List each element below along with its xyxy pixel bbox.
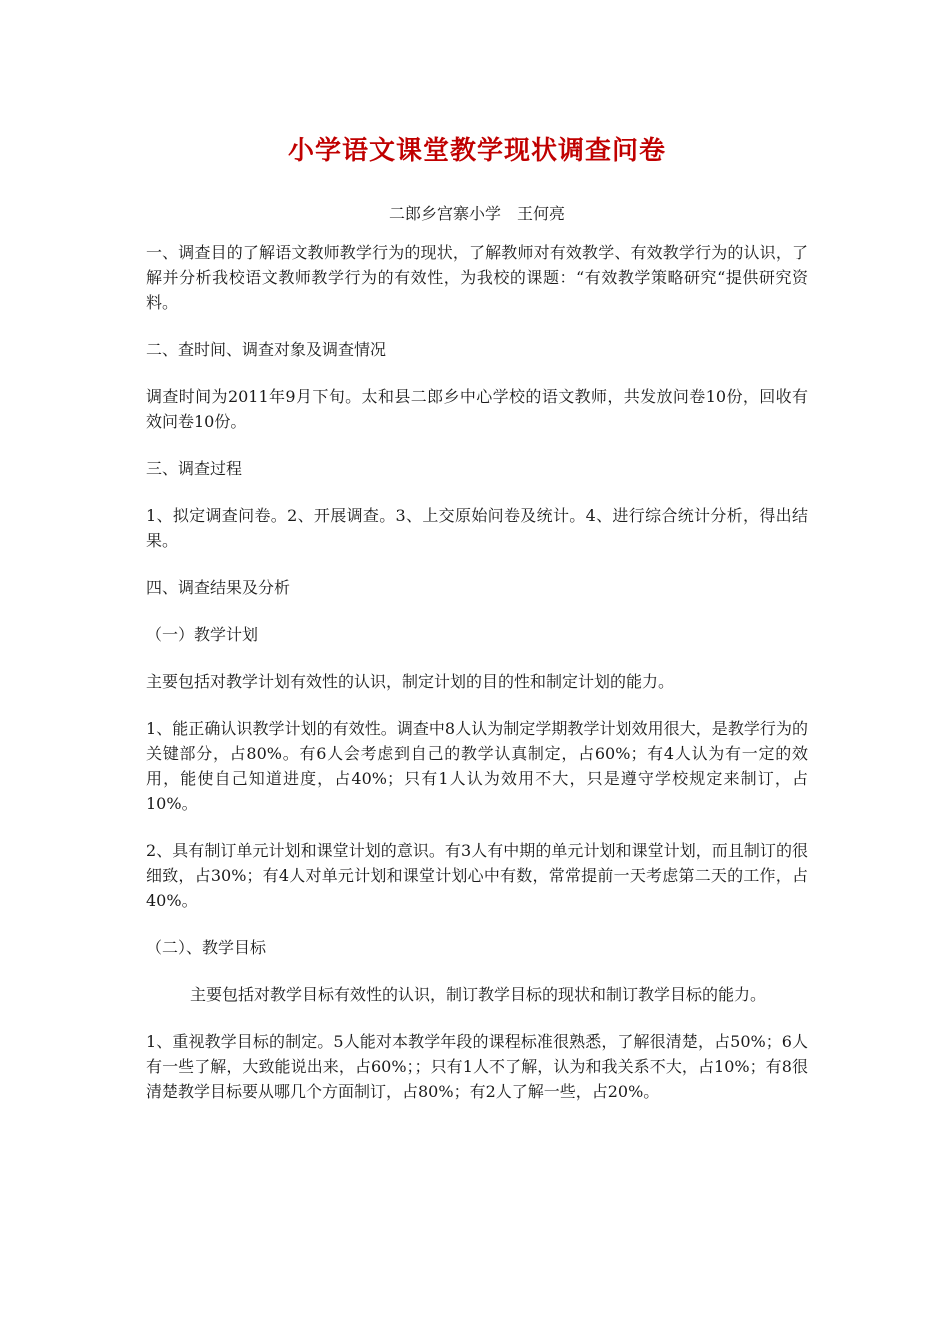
- document-author: 二郎乡宫寨小学 王何亮: [388, 204, 565, 223]
- paragraph-teaching-plan-point-1: 1、能正确认识教学计划的有效性。调查中8人认为制定学期教学计划效用很大，是教学行为的关键部分，占80%。有6人会考虑到自己的教学认真制定，占60%；有4人认为有一定的效用，能使自己知道进度，占40%；只有1人认为效用不大，只是遵守学校规定来制订，占10%。: [146, 719, 808, 813]
- paragraph-survey-process: 1、拟定调查问卷。2、开展调查。3、上交原始问卷及统计。4、进行综合统计分析，得出结果。: [146, 506, 808, 550]
- subheading-teaching-goals: （二）、教学目标: [146, 938, 267, 957]
- document-title: 小学语文课堂教学现状调查问卷: [287, 136, 666, 166]
- document-body: [146, 132, 808, 1126]
- paragraph-survey-purpose: 一、调查目的了解语文教师教学行为的现状，了解教师对有效教学、有效教学行为的认识，了解并分析我校语文教师教学行为的有效性，为我校的课题：“有效教学策略研究“提供研究资料。: [146, 243, 808, 312]
- heading-survey-process: 三、调查过程: [146, 459, 243, 478]
- paragraph-teaching-goals-intro: 主要包括对教学目标有效性的认识，制订教学目标的现状和制订教学目标的能力。: [190, 985, 767, 1004]
- paragraph-teaching-plan-point-2: 2、具有制订单元计划和课堂计划的意识。有3人有中期的单元计划和课堂计划，而且制订的很细致，占30%；有4人对单元计划和课堂计划心中有数，常常提前一天考虑第二天的工作，占40%。: [146, 841, 808, 910]
- paragraph-teaching-plan-intro: 主要包括对教学计划有效性的认识，制定计划的目的性和制定计划的能力。: [146, 672, 675, 691]
- subheading-teaching-plan: （一）教学计划: [146, 625, 259, 644]
- heading-results-analysis: 四、调查结果及分析: [146, 578, 291, 597]
- paragraph-survey-time: 调查时间为2011年9月下旬。太和县二郎乡中心学校的语文教师，共发放问卷10份，回收有效问卷10份。: [146, 387, 808, 431]
- paragraph-teaching-goals-point-1: 1、重视教学目标的制定。5人能对本教学年段的课程标准很熟悉，了解很清楚，占50%；6人有一些了解，大致能说出来，占60%；；只有1人不了解，认为和我关系不大，占10%；有8很清楚教学目标要从哪几个方面制订，占80%；有2人了解一些，占20%。: [146, 1032, 808, 1101]
- heading-survey-time-subjects: 二、查时间、调查对象及调查情况: [146, 340, 387, 359]
